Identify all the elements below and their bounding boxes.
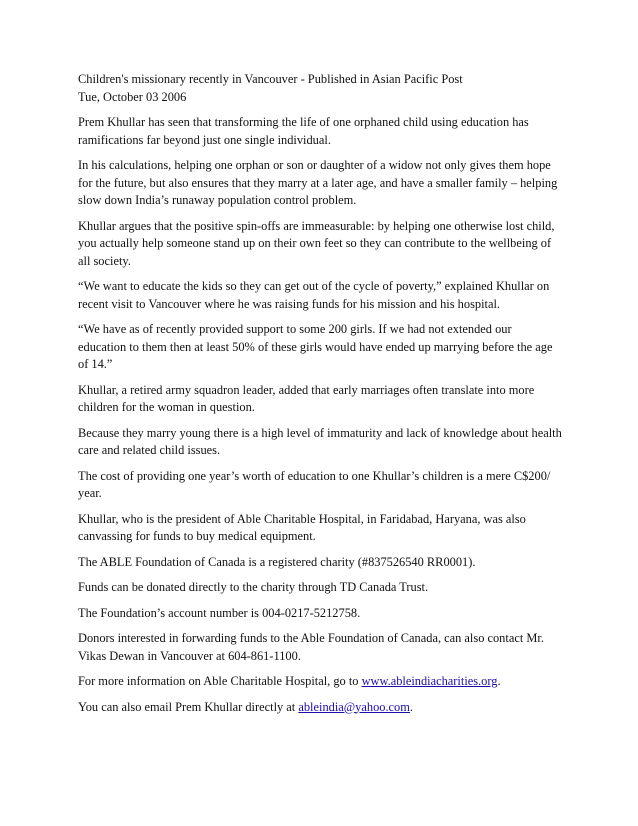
paragraph-2: In his calculations, helping one orphan or son or daughter of a widow not only gives them hope for the future, but also ensures that they marry at a later age, and have a smaller family – helping slow down India’s runaway population control problem. xyxy=(78,158,558,207)
paragraph-3: Khullar argues that the positive spin-offs are immeasurable: by helping one otherwise lost child, you actually help someone stand up on their own feet so they can contribute to the wellbeing of all society. xyxy=(78,218,555,268)
more-info-suffix: . xyxy=(497,674,501,688)
email-suffix: . xyxy=(409,699,414,714)
paragraph-1: Prem Khullar has seen that transforming the life of one orphaned child using education has ramifications far beyond just one single individual. xyxy=(78,115,529,147)
paragraph-13: Donors interested in forwarding funds to the Able Foundation of Canada, can also contact Mr. Vikas Dewan in Vancouver at 604-861-1100. xyxy=(78,631,544,663)
paragraph-4: “We want to educate the kids so they can get out of the cycle of poverty,” explained Khullar on recent visit to Vancouver where he was raising funds for his mission and his hospital. xyxy=(78,279,550,311)
email-paragraph xyxy=(78,699,562,717)
article-date: Tue, October 03 2006 xyxy=(78,89,187,104)
paragraph-5: “We have as of recently provided support to some 200 girls. If we had not extended our education to them then at least 50% of these girls would have ended up marrying before the age of 14.” xyxy=(78,322,553,371)
paragraph-11: Funds can be donated directly to the charity through TD Canada Trust. xyxy=(78,580,429,594)
document-page xyxy=(78,71,562,724)
article-title: Children's missionary recently in Vancouver - Published in Asian Pacific Post xyxy=(78,72,463,86)
paragraph-8: The cost of providing one year’s worth of education to one Khullar’s children is a mere C$200/ year. xyxy=(78,468,551,500)
paragraph-7: Because they marry young there is a high level of immaturity and lack of knowledge about health care and related child issues. xyxy=(78,425,562,457)
paragraph-9: Khullar, who is the president of Able Charitable Hospital, in Faridabad, Haryana, was also canvassing for funds to buy medical equipment. xyxy=(78,511,526,543)
website-link[interactable]: www.ableindiacharities.org xyxy=(361,674,498,688)
more-info-paragraph xyxy=(78,673,562,691)
paragraph-6: Khullar, a retired army squadron leader, added that early marriages often translate into more children for the woman in question. xyxy=(78,382,535,414)
email-prefix: You can also email Prem Khullar directly at xyxy=(78,699,299,714)
paragraph-12: The Foundation’s account number is 004-0217-5212758. xyxy=(78,605,361,620)
more-info-prefix: For more information on Able Charitable Hospital, go to xyxy=(78,674,362,688)
paragraph-10: The ABLE Foundation of Canada is a registered charity (#837526540 RR0001). xyxy=(78,554,476,569)
article-header xyxy=(78,71,562,106)
email-link[interactable]: ableindia@yahoo.com xyxy=(298,699,410,714)
